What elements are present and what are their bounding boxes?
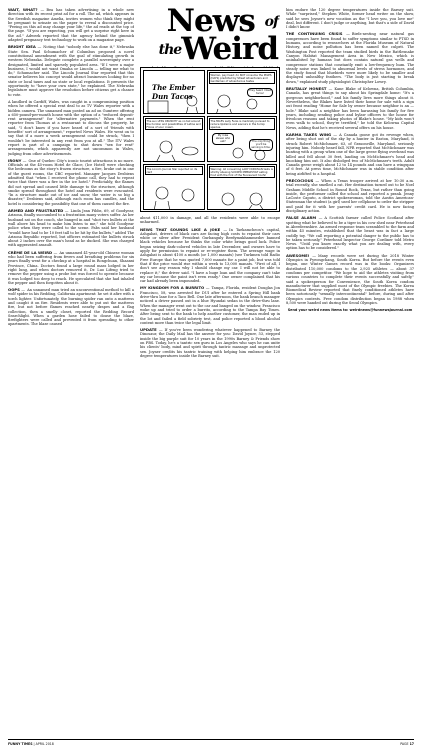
story-headline: WAIT, WHAT? — (8, 8, 44, 12)
story-headline: PRECOCIOUS — (286, 178, 319, 183)
news-story (286, 133, 414, 176)
comic-caption: The MILES Lady Fenis is medically pursued to reduce lipsterns and savours in the turnip species. (209, 118, 275, 130)
comic-art-6 (208, 165, 277, 210)
news-story (286, 179, 414, 213)
comic-bubble: My roles eleven who eat? (212, 133, 234, 145)
comic-panel-6 (207, 164, 277, 210)
comic-panel-5 (143, 164, 205, 210)
story-headline: NEWS THAT SOUNDS LIKE A JOKE — (140, 227, 227, 232)
comic-sign: The Ember Dun Tacos (152, 83, 195, 101)
news-story (286, 216, 414, 250)
story-headline: AWESOME! — (286, 253, 316, 258)
story-body: Kane Blake of Kelowna, British Columbia, Canada, has great things to say about his Springdale home: "It's a gorgeous neighborhood," and his family lives more things about it. Nevertheless, the Blakes have listed their home for sale with a sign out front reading "Home for Sale by owner because neighbor is an — hole." Blake said a neighbor has been harassing his family for five years, including sending police and bylaw officers to the house for frivolous reasons and taking photos of Blake's house. "My kids won't even walk to school, they're terrified," he told the Kelowna Capital News, adding that he's received several offers on his house. (286, 87, 414, 130)
story-headline: BRUTALLY HONEST — (286, 86, 332, 91)
story-body: about $11,000 in damage, and all the residents were able to escape unharmed. (140, 216, 280, 225)
story-headline: MY KINGDOM FOR A BURRITO — (140, 285, 210, 290)
news-story (140, 328, 280, 358)
comic-strip (140, 67, 280, 212)
comic-panel-4 (207, 116, 277, 162)
story-headline: IRONY — (8, 158, 26, 163)
comic-panel-3 (143, 116, 205, 162)
story-headline: OOPS — (8, 287, 25, 292)
comic-art-3 (144, 117, 205, 162)
comic-caption: The Lincoln Journal Star reported on its card (145, 166, 203, 175)
footer-left: FUNNY TIMES | APRIL 2018 (8, 742, 54, 746)
story-headline: ARMED AND FRUSTRATED — (8, 208, 69, 213)
story-body: A landlord in Cardiff, Wales, was caught in a compromising position when he offered a special rent deal to as TV Wales reporter with a hidden camera. The unnamed man posted an ad on Gumtree offering a 650-pound-per-month house with the option of a "reduced deposit-rent arrangement" for "alternative payments." When the rent reporter from Thomas at a restaurant to discuss the property, he said, "I don't know if you have heard of a sort of 'friends with benefits' sort of arrangement," reported News Wales. He went on to say that if a more a week arrangement could be struck, "then I wouldn't be interested in any rent from you at all." The ITV Wales report is part of a campaign to shut down "sex for rent" arrangements, which apparently are not uncommon in Wales, judging from other advertisements. (8, 99, 134, 156)
left-column (8, 8, 134, 736)
right-column (286, 8, 414, 736)
story-body: A Canada goose got its revenge when, after being shot out of the sky by a hunter in Easton, Maryland, it struck Robert McMichmaer, 63, of Grasonville, Maryland, seriously injuring him. Nobody heard fall, NPR reported that McMichmaer was hunting with a group when one of the large geese flying overhead was killed and fell about 30 feet, landing on McMichmaer's head and knocking him out. It also dislodged two of McMichmaer's teeth. Adult Canada geese weigh about 12 to 14 pounds and can have a wingspan of 6 feet. At press time, McMichmaer was in stable condition after being airlifted to a hospital. (286, 133, 414, 176)
comic-bubble: They heard I liked tacos! (247, 88, 273, 97)
story-body: Many records were set during the 2018 Winter Olympics in Pyeongchang, South Korea. But before the events even began, one Winter Games record was in the books: Organizers distributed 110,000 condoms to the 2,925 athletes — about 37 condoms per competitor. "We hope to aid the athletes visiting from various countries to complete their events successfully and safely," said a spokesperson for Convenience, the South Korea condom manufacturer that supplied most of the Olympic freebies. The Korea Biomedical Review reported that finely conditioned athletes have been notoriously "sexually intercontinental" before, during and after Olympics contests. Free condom distribution began in 1988 when 8,500 were handed out during the Seoul Olympics. (286, 253, 414, 305)
right-column-stories (286, 8, 414, 305)
news-story (286, 32, 414, 84)
story-body: In Taekamcheon's capital, Ashgabat, drivers of black cars are facing high costs to repaint their cars white or silver after President Gurbanguly Berdymukhammedov banned black vehicles because he thinks the color white brings good luck. Police began seizing dark-colored vehicles in late December, and owners have to apply for permission to repaint or re-register them. The average wage in Ashgabat is about $100 a month (or 1,000 manats) (see Turkmen told Radio Free Europe that he was quoted 7,000 manats for a paint job, but was told that if the price would rise within a week to 13,000 manats. "First of all, I don't see any reason why I should change my car. I will not be able to replace it," the driver said. "I have a huge loan and the company can't take my car because the paint isn't even ready." One owner complained that his car had already been impounded. (140, 227, 280, 284)
news-story (286, 87, 414, 130)
news-story (140, 216, 280, 225)
story-body: Birds-nesting near natural gas compressors have been found to suffer symptoms similar to PTSD in humans, according to researchers at the Florida Museum of Natural History, and noise pollution has been named the culprit. The Washington Post reported the team studied birds in the Rattlesnake Canyon Habitat Management Area in New Mexico, which is uninhabited by humans but does contain natural gas wells and compressor stations that constantly emit a low-frequency hum. The steady noise was linked to abnormal levels of stress hormones, and the study found that bluebirds were more likely to be smaller and displayed unhealthy feathers. "The body is just starting to break down," explained study physiologist Christopher Lowry. (286, 32, 414, 84)
story-body: When a Texas trooper arrived at her 10:30 a.m. trial recently, she smelled a rat. Her destination turned out to be Noel Graham Middle School in Round Rock, Texas, but rather than going inside, the performer called the school and reported a prank. Jenny LaCoste Caputo, a district spokeswoman, told the Austin American-Statesman the student (a girl) used her cellphone to order the stripper and paid for it with her parents' credit card. He is now facing disciplinary action. (286, 178, 414, 214)
story-headline: FALSE ALARM — (286, 215, 322, 220)
comic-panel-1 (143, 70, 205, 114)
story-headline: THE CONTINUING CRISIS — (286, 31, 350, 36)
middle-column (140, 8, 280, 736)
story-body: A Scottish farmer called Police Scotland after spotting what he believed to be a tiger in his cow shed near Peterhead in Aberdeenshire. An armed response team scrambled to the farm and within 45 minutes, established that the beast was in fact a large cuddly toy. "We call reporting a potential danger to the public has to be taken seriously," Peterhead Inspector George Cordiner told Metro News. "Until you know exactly what you are dealing with, every option has to be considered." (286, 216, 414, 251)
news-story (8, 100, 134, 156)
news-story (8, 288, 134, 327)
submission-line: Send your weird news items to: weirdnews@funnewsjournal.com (287, 308, 413, 313)
story-body: Bea has taken advertising in a whole new direction with its recent print ad for a roll. The ad, which appears in the Swedish magazine Amelia, invites women who think they might be pregnant to urinate on the paper to reveal a discounted price. "Peeing on this ad may change your life," the ad reads at the top of the page. "If you are expecting, you will get a surprise right here in the ad." Adweek reported that the agency behind the gimmick adapted pregnancy test technology to work on a magazine page. (8, 8, 134, 43)
news-story (140, 286, 280, 325)
news-story (286, 8, 414, 29)
story-body: Linda Jean Fibbs, 69, of Goodyear, Arizona, finally succumbed to a frustration many voters suffer. As her husband sat on the couch, she banged in and "shot two bullets at the wall above his head to make him listen to me," she told Goodyear police when they were called to the scene. Fabs said her husband "would have had to be 10 feet tall to be hit by the bullets," added The Arizona Republic reported, but officers estimated the bullets struck about 2 inches over the man's head as he ducked. She was charged with aggravated assault. (8, 209, 134, 248)
story-headline: KARMA TAKES WING — (286, 132, 337, 137)
news-story (8, 209, 134, 248)
news-story (8, 45, 134, 97)
masthead (140, 8, 280, 67)
comic-art-1 (144, 71, 205, 114)
news-story (140, 228, 280, 284)
masthead-title: News of theWeird (158, 8, 278, 67)
story-body: One of Quebec City's iconic tourist attractions is no more. Officials at the 45-room Hotel de Glace, (Ice Hotel) were checking the bedrooms as the story's frozen structure, a fire, broke out in one of the guest rooms, the CBC reported. Manager Jacques Desbiens admitted that "when I received the phone call, they had to repeat twice that there was a fire in the ice hotel." Predictably, the flames did not spread and caused little damage to the structure, although smoke spread throughout the hotel and residents were evacuated. "In a structure made out of ice and snow, the water is so big a disaster," Desbiens said, although each room has candles, and the hotel is considering the possibility that one of them caused the fire. (8, 158, 134, 206)
story-headline: UPDATE — (140, 327, 163, 332)
story-body: An unnamed man tried an unconventional method to kill a wolf spider in his Redding, California apartment: he set it afire with a torch lighter. Unfortunately, the burning spider ran onto a mattress and caught it on fire. Residents were able to put out the mattress fire, but not before flames reached nearby drapes and a flag collection, then a smelly closet, reported the Redding Record Searchlight. When a garden hose failed to douse the blaze, firefighters were called and prevented it from spreading to other apartments. The blaze caused (8, 288, 134, 327)
comic-caption: Woman, pay heed: do NOT consume the MILES (DAYS) predicted by Street Adventurers and Gentlemen of adventurous tastes (209, 72, 275, 84)
comic-caption: The sun LESS CRUNCHY as no tail around the horizon and possibilities of Latina and Flores of sour cream. (145, 118, 203, 130)
comic-bubble: The only thing you'll be serving is time. (249, 139, 273, 151)
footer-right: PAGE 17 (400, 742, 414, 746)
comic-art-2 (208, 71, 277, 114)
news-story (286, 254, 414, 306)
comic-caption: Warning: All consuming LADY DONOVAN tests is strictly abusing SUCKER MMBLEVOLT eating food with the fork of the fluorescent hoofs! (209, 166, 275, 178)
news-story (8, 8, 134, 42)
story-body: him endure the 120 degree temperatures inside the Barney suit. While "surprised," Stephen White, former head writer on the show, said he sees Joyner's new vocation as the "I love you, you love me" deal, but different. I don't judge or anything, but that's a side of David I didn't know. (286, 8, 414, 30)
story-body: An unnamed 41-year-old Chinese woman who had been suffering from fevers and breathing problems for six years finally went for a checkup at a hospital in Rongchuan, Shaanxi Province, China. Doctors found a large round mass lodged in her right lung, and when doctors removed it, Dr. Luo Lifeng tried to remove the pepper using a probe but was forced to operate because it was lodged too deep to reach. He speculated that she had inhaled the pepper and then forgotten about it. (8, 250, 134, 285)
news-story (8, 159, 134, 206)
story-body: Noting that "nobody else has done it," Nebraska State Sen. Paul Schumacher of Columbus proposed a novel constitutional amendment with the goal of stimulating growth in western Nebraska. Delegate complete a parallel sovereignty over a designated, limited and sparsely populated area. "If I were a major business, I would not want Omaha or Lincoln — telling me what to do," Schumacher said. The Lincoln Journal Star reported that this senator believes his concept would attract businesses looking for no state or local taxes and no state or local regulations. It presents the opportunity to "have your own state," he explained. The Nebraska legislature must approve the resolution before citizens get a chance to vote. (8, 45, 134, 97)
page-footer (8, 739, 414, 747)
story-body: If you've been wondering whatever happened to Barney the Dinosaur, the Daily Mail has the answer for you: David Joyner, 53, stepped inside the big purple suit for 10 years in the 1990s Barney & Friends show on PBS. Today, he's a tantric sex guru in Los Angeles who says he can unite his clients' body, mind and spirit through tantric massage and unprotected sex. Joyner credits his tantric training with helping him embrace the 120 degree temperatures inside the Barney suit. (140, 328, 280, 358)
comic-art-5 (144, 165, 205, 210)
story-headline: BRIGHT IDEA — (8, 44, 41, 49)
story-headline: CRÈME DE LA WEIRD — (8, 250, 57, 255)
news-story (8, 251, 134, 285)
story-body: Tampa, Florida, resident Douglas Jon Francisco, 58, was arrested for DUI after he entered a Spring Hill bank drive-thru lane for a Taco Bell. One late afternoon, the bank branch manager noticed a driver passed out in a blue Hyundai sedan in the drive-thru lane. When the manager went out to the car and banged on the window, Francisco woke up and tried to order a burrito, according to the Tampa Bay Times. After being sent to the bank to help another customer, the man ended up in the lot and failed a field sobriety test, and police reported a blood alcohol content more than twice the legal limit. (140, 286, 280, 325)
comic-panel-2 (207, 70, 277, 114)
middle-column-stories (140, 216, 280, 358)
comic-art-4 (208, 117, 277, 162)
